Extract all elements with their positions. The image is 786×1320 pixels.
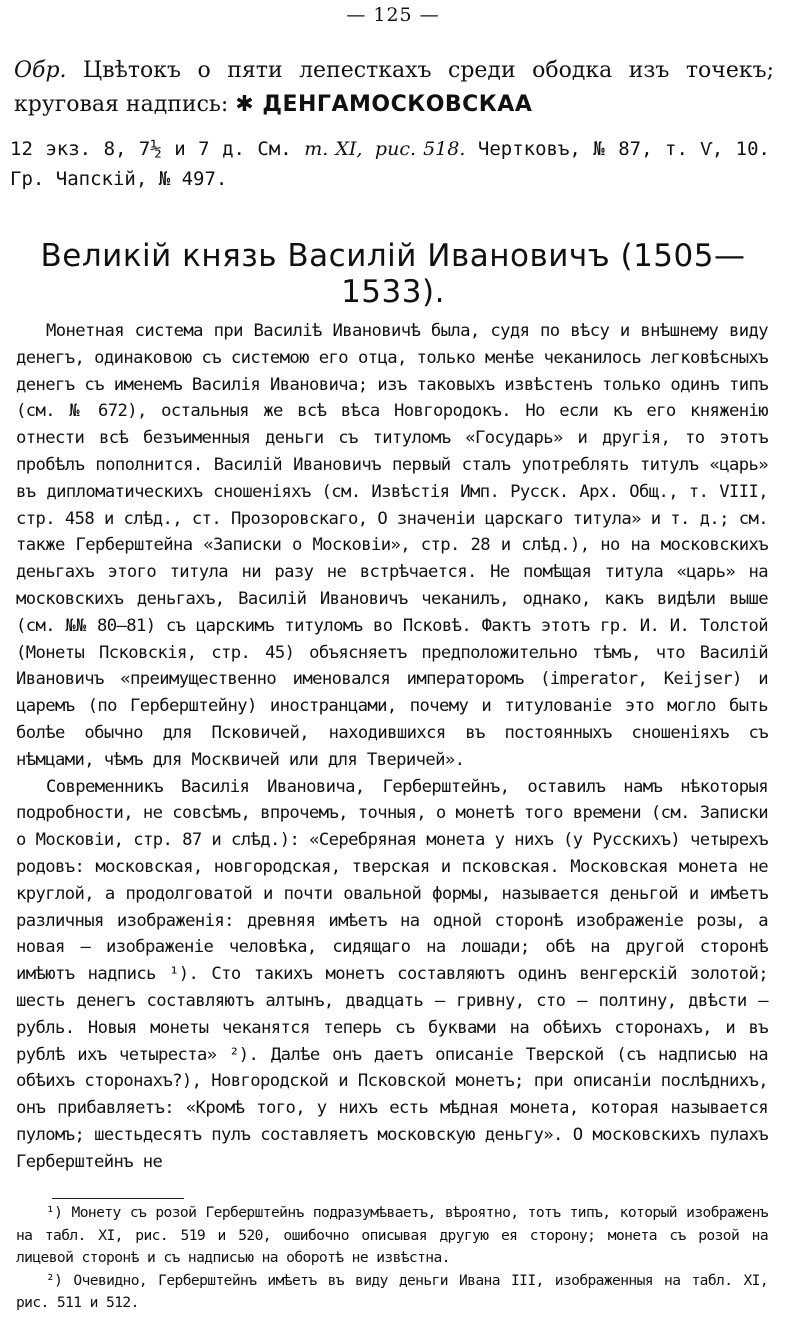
reference-table: т. XI, <box>304 138 363 160</box>
reference-part2: Чертковъ, № 87, т. Ѵ, 10. Гр. Чапскій, № 497. <box>10 138 770 190</box>
footnotes <box>16 1202 768 1315</box>
obverse-label: Обр. <box>14 58 67 83</box>
paragraph: Современникъ Василія Ивановича, Герберштейнъ, оставилъ намъ нѣкоторыя подробности, не совсѣмъ, впрочемъ, точныя, о монетѣ того времени (см. Записки о Московіи, стр. 87 и слѣд.): «Серебряная монета у нихъ (у Русскихъ) четырехъ родовъ: московская, новгородская, тверская и псковская. Московская монета не круглой, а продолговатой и почти овальной формы, называется деньгой и имѣетъ различныя изображенія: древняя имѣетъ на одной сторонѣ изображеніе розы, а новая — изображеніе человѣка, сидящаго на лошади; обѣ на другой сторонѣ имѣютъ надпись ¹). Сто такихъ монетъ составляютъ одинъ венгерскій золотой; шесть денегъ составляютъ алтынъ, двадцать — гривну, сто — полтину, двѣсти — рубль. Новыя монеты чеканятся теперь съ буквами на обѣихъ сторонахъ, и въ рублѣ ихъ четыреста» ²). Далѣе онъ даетъ описаніе Тверской (съ надписью на обѣихъ сторонахъ?), Новгородской и Псковской монетъ; при описаніи послѣднихъ, онъ прибавляетъ: «Кромѣ того, у нихъ есть мѣдная монета, которая называется пуломъ; шестьдесятъ пулъ составляетъ московскую деньгу». О московскихъ пулахъ Герберштейнъ не <box>16 776 768 1172</box>
reference-figure: рис. 518. <box>374 138 466 160</box>
page-number: — 125 — <box>346 4 440 26</box>
footnote: ¹) Монету съ розой Герберштейнъ подразумѣваетъ, вѣроятно, тотъ типъ, который изображенъ на табл. XI, рис. 519 и 520, ошибочно описывая другую ея сторону; монета съ розой на лицевой сторонѣ и съ надписью на оборотѣ не извѣстна. <box>16 1204 768 1267</box>
reference-part1: 12 экз. 8, 7½ и 7 д. См. <box>10 138 292 160</box>
obverse-text: Цвѣтокъ о пяти лепесткахъ среди ободка изъ точекъ; круговая надпись: <box>14 58 775 117</box>
coin-legend: ✱ ДЕНГАМОСКОВСКАА <box>235 92 533 117</box>
reference-line <box>10 134 770 194</box>
footnote: ²) Очевидно, Герберштейнъ имѣетъ въ виду деньги Ивана III, изображенныя на табл. XI, рис. 511 и 512. <box>16 1271 768 1312</box>
section-heading: Великій князь Василій Ивановичъ (1505—1533). <box>40 238 746 310</box>
body-text <box>16 318 768 1176</box>
footnote-divider <box>52 1198 184 1199</box>
paragraph: Монетная система при Василіѣ Ивановичѣ была, судя по вѣсу и внѣшнему виду денегъ, одинаковою съ системою его отца, только менѣе чеканилось легковѣсныхъ денегъ съ именемъ Василія Ивановича; изъ таковыхъ извѣстенъ только одинъ типъ (см. № 672), остальныя же всѣ вѣса Новгородокъ. Но если къ его княженію отнести всѣ безъименныя деньги съ титуломъ «Государь» и другія, то этотъ пробѣлъ пополнится. Василій Ивановичъ первый сталъ употреблять титулъ «царь» въ дипломатическихъ сношеніяхъ (см. Извѣстія Имп. Русск. Арх. Общ., т. VIII, стр. 458 и слѣд., ст. Прозоровскаго, О значеніи царскаго титула» и т. д.; см. также Герберштейна «Записки о Московіи», стр. 28 и слѣд.), но на московскихъ деньгахъ этого титула ни разу не встрѣчается. Не помѣщая титула «царь» на московскихъ деньгахъ, Василій Ивановичъ чеканилъ, однако, какъ видѣли выше (см. №№ 80—81) съ царскимъ титуломъ во Псковѣ. Фактъ этотъ гр. И. И. Толстой (Монеты Псковскія, стр. 45) объясняетъ предположительно тѣмъ, что Василій Ивановичъ «преимущественно именовался императоромъ (imperator, Keijser) и царемъ (по Герберштейну) иностранцами, почему и титулованіе это могло быть болѣе обычно для Псковичей, находившихся въ постоянныхъ сношеніяхъ съ нѣмцами, чѣмъ для Москвичей или для Тверичей». <box>16 321 768 770</box>
obverse-description <box>14 54 774 122</box>
